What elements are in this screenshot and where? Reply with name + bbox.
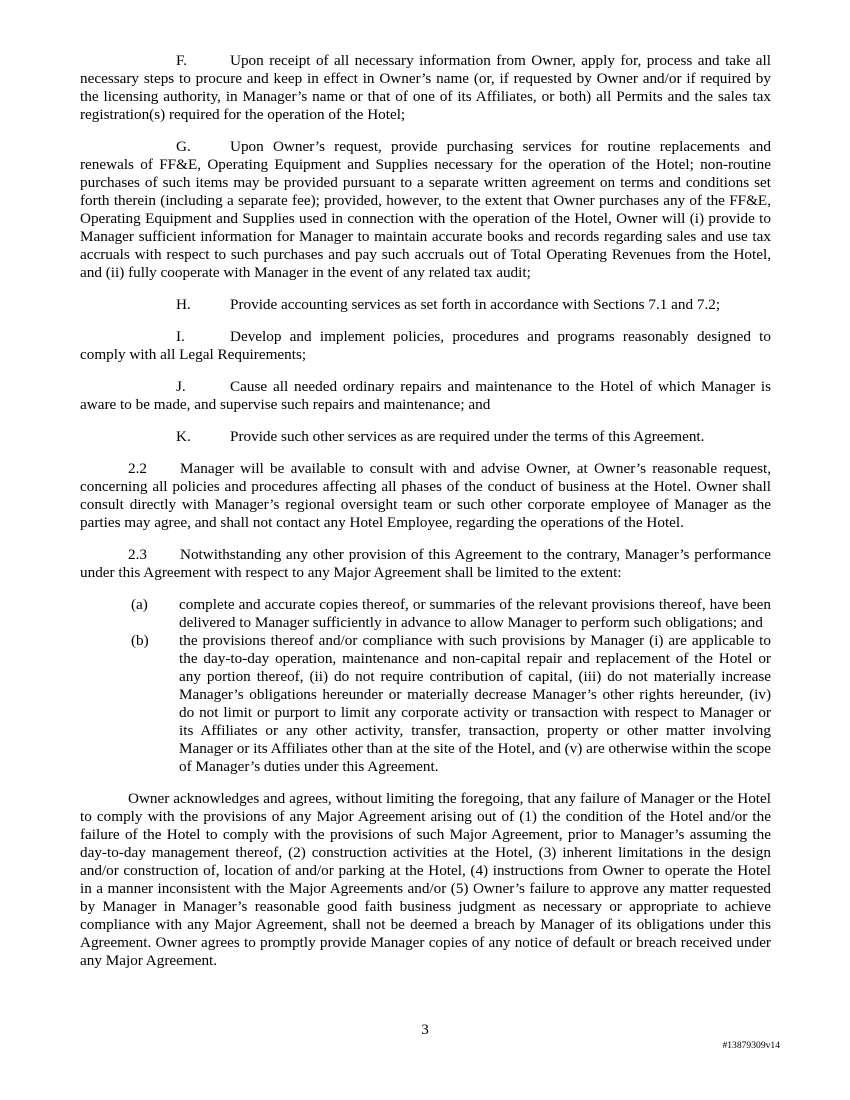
list-marker: I. bbox=[176, 328, 185, 345]
section-2-2 bbox=[80, 460, 771, 532]
list-item-g bbox=[80, 138, 771, 282]
list-item-text: Provide accounting services as set forth in accordance with Sections 7.1 and 7.2; bbox=[230, 296, 721, 313]
subitem-marker: (b) bbox=[131, 632, 149, 649]
document-id: #13879309v14 bbox=[722, 1040, 780, 1051]
section-2-3 bbox=[80, 546, 771, 582]
list-marker: J. bbox=[176, 378, 186, 395]
list-item-text: Develop and implement policies, procedures and programs reasonably designed to comply with all Legal Requirements; bbox=[80, 328, 771, 363]
list-item-f bbox=[80, 52, 771, 124]
subitem-text: complete and accurate copies thereof, or summaries of the relevant provisions thereof, have been delivered to Manager sufficiently in advance to allow Manager to perform such obligations; and bbox=[179, 596, 771, 631]
section-number: 2.2 bbox=[128, 460, 147, 477]
list-item-text: Upon Owner’s request, provide purchasing services for routine replacements and renewals of FF&E, Operating Equipment and Supplies necessary for the operation of the Hotel; non-routine purchases of such items may be provided pursuant to a separate written agreement on terms and conditions set forth therein (including a separate fee); provided, however, to the extent that Owner purchases any of the FF&E, Operating Equipment and Supplies used in connection with the operation of the Hotel, Owner will (i) provide to Manager sufficient information for Manager to maintain accurate books and records regarding sales and use tax accruals with respect to such purchases and pay such accruals out of Total Operating Revenues from the Hotel, and (ii) fully cooperate with Manager in the event of any related tax audit; bbox=[80, 138, 771, 281]
list-marker: K. bbox=[176, 428, 191, 445]
list-marker: H. bbox=[176, 296, 191, 313]
document-body bbox=[80, 52, 771, 970]
subitem-b bbox=[131, 632, 771, 776]
page-number: 3 bbox=[421, 1021, 429, 1038]
list-item-h bbox=[80, 296, 771, 314]
subitem-marker: (a) bbox=[131, 596, 148, 613]
subitem-text: the provisions thereof and/or compliance with such provisions by Manager (i) are applicable to the day-to-day operation, maintenance and non-capital repair and replacement of the Hotel or any portion thereof, (ii) do not require contribution of capital, (iii) do not materially increase Manager’s obligations hereunder or materially decrease Manager’s other rights hereunder, (iv) do not limit or purport to limit any corporate activity or transaction with respect to Manager or its Affiliates or any other activity, transfer, transaction, property or other matter involving Manager or its Affiliates other than at the site of the Hotel, and (v) are otherwise within the scope of Manager’s duties under this Agreement. bbox=[179, 632, 771, 775]
section-text: Manager will be available to consult with and advise Owner, at Owner’s reasonable request, concerning all policies and procedures affecting all phases of the conduct of business at the Hotel. Owner shall consult directly with Manager’s regional oversight team or such other corporate employee of Manager as the parties may agree, and shall not contact any Hotel Employee, regarding the operations of the Hotel. bbox=[80, 460, 771, 531]
closing-paragraph: Owner acknowledges and agrees, without limiting the foregoing, that any failure of Manager or the Hotel to comply with the provisions of any Major Agreement arising out of (1) the condition of the Hotel and/or the failure of the Hotel to comply with the provisions of such Major Agreement, prior to Manager’s assuming the day-to-day management thereof, (2) construction activities at the Hotel, (3) inherent limitations in the design and/or construction of, location of and/or parking at the Hotel, (4) instructions from Owner to operate the Hotel in a manner inconsistent with the Major Agreements and/or (5) Owner’s failure to approve any matter requested by Manager in Manager’s reasonable good faith business judgment as necessary or appropriate to achieve compliance with any Major Agreement, shall not be deemed a breach by Manager of its obligations under this Agreement. Owner agrees to promptly provide Manager copies of any notice of default or breach received under any Major Agreement. bbox=[80, 790, 771, 969]
section-text: Notwithstanding any other provision of this Agreement to the contrary, Manager’s performance under this Agreement with respect to any Major Agreement shall be limited to the extent: bbox=[80, 546, 771, 581]
list-item-text: Cause all needed ordinary repairs and maintenance to the Hotel of which Manager is aware to be made, and supervise such repairs and maintenance; and bbox=[80, 378, 771, 413]
list-marker: F. bbox=[176, 52, 188, 69]
list-item-i bbox=[80, 328, 771, 364]
section-number: 2.3 bbox=[128, 546, 147, 563]
list-item-k bbox=[80, 428, 771, 446]
list-item-text: Provide such other services as are required under the terms of this Agreement. bbox=[230, 428, 705, 445]
list-item-text: Upon receipt of all necessary information from Owner, apply for, process and take all necessary steps to procure and keep in effect in Owner’s name (or, if requested by Owner and/or if required by the licensing authority, in Manager’s name or that of one of its Affiliates, or both) all Permits and the sales tax registration(s) required for the operation of the Hotel; bbox=[80, 52, 771, 123]
list-marker: G. bbox=[176, 138, 191, 155]
subitem-a bbox=[131, 596, 771, 632]
list-item-j bbox=[80, 378, 771, 414]
